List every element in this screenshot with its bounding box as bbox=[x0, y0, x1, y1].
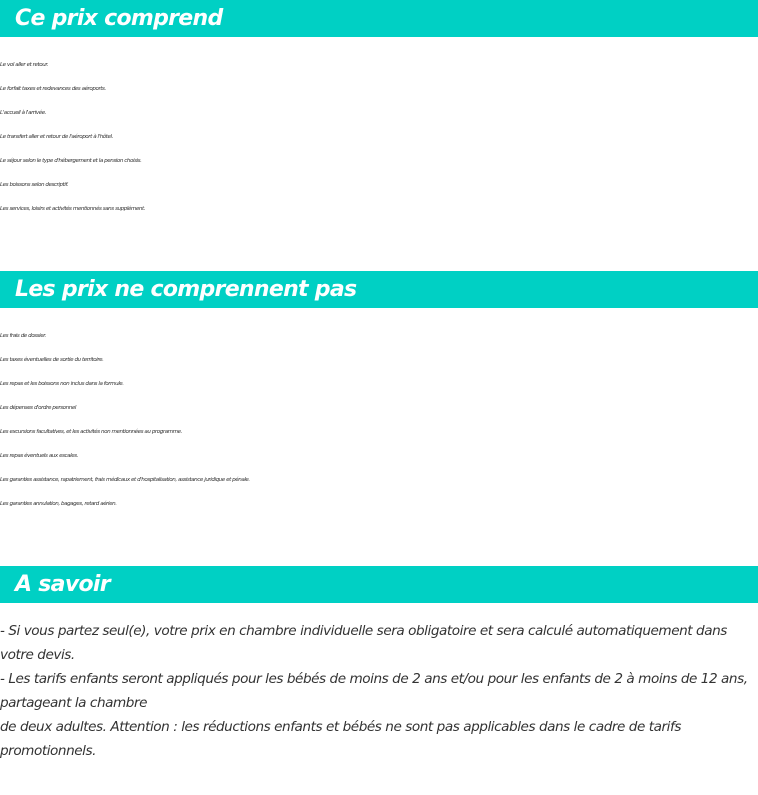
list-item: de deux adultes. Attention : les réductions enfants et bébés ne sont pas applicables dans le cadre de tarifs promotionnels. bbox=[0, 719, 681, 759]
list-item: Les repas éventuels aux escales. bbox=[0, 453, 79, 459]
list-item: Les boissons selon descriptif. bbox=[0, 182, 69, 188]
list-item: Les taxes éventuelles de sortie du territoire. bbox=[0, 357, 104, 363]
list-item: - Si vous partez seul(e), votre prix en chambre individuelle sera obligatoire et sera calculé automatiquement dans votre devis. bbox=[0, 623, 727, 663]
list-item: Le séjour selon le type d'hébergement et la pension choisis. bbox=[0, 158, 142, 164]
list-item: Le forfait taxes et redevances des aéroports. bbox=[0, 86, 106, 92]
list-item: Les excursions facultatives, et les activités non mentionnées au programme. bbox=[0, 429, 182, 435]
section-title-price-excludes: Les prix ne comprennent pas bbox=[0, 271, 758, 308]
price-excludes-list bbox=[0, 324, 758, 516]
list-item: Les garanties assistance, rapatriement, frais médicaux et d'hospitalisation, assistance juridique et pénale. bbox=[0, 477, 250, 483]
section-title-price-includes: Ce prix comprend bbox=[0, 0, 758, 37]
list-item: Les frais de dossier. bbox=[0, 333, 46, 339]
list-item: - Les tarifs enfants seront appliqués pour les bébés de moins de 2 ans et/ou pour les enfants de 2 à moins de 12 ans, partageant la chambre bbox=[0, 671, 748, 711]
list-item: Les repas et les boissons non inclus dans la formule. bbox=[0, 381, 124, 387]
good-to-know-list bbox=[0, 619, 756, 763]
list-item: L'accueil à l'arrivée. bbox=[0, 110, 47, 116]
price-includes-list bbox=[0, 53, 758, 221]
list-item: Les dépenses d'ordre personnel bbox=[0, 405, 76, 411]
list-item: Le vol aller et retour. bbox=[0, 62, 48, 68]
list-item: Le transfert aller et retour de l'aéroport à l'hôtel. bbox=[0, 134, 113, 140]
section-title-good-to-know: A savoir bbox=[0, 566, 758, 603]
list-item: Les services, loisirs et activités mentionnés sans supplément. bbox=[0, 206, 146, 212]
list-item: Les garanties annulation, bagages, retard aérien. bbox=[0, 501, 117, 507]
